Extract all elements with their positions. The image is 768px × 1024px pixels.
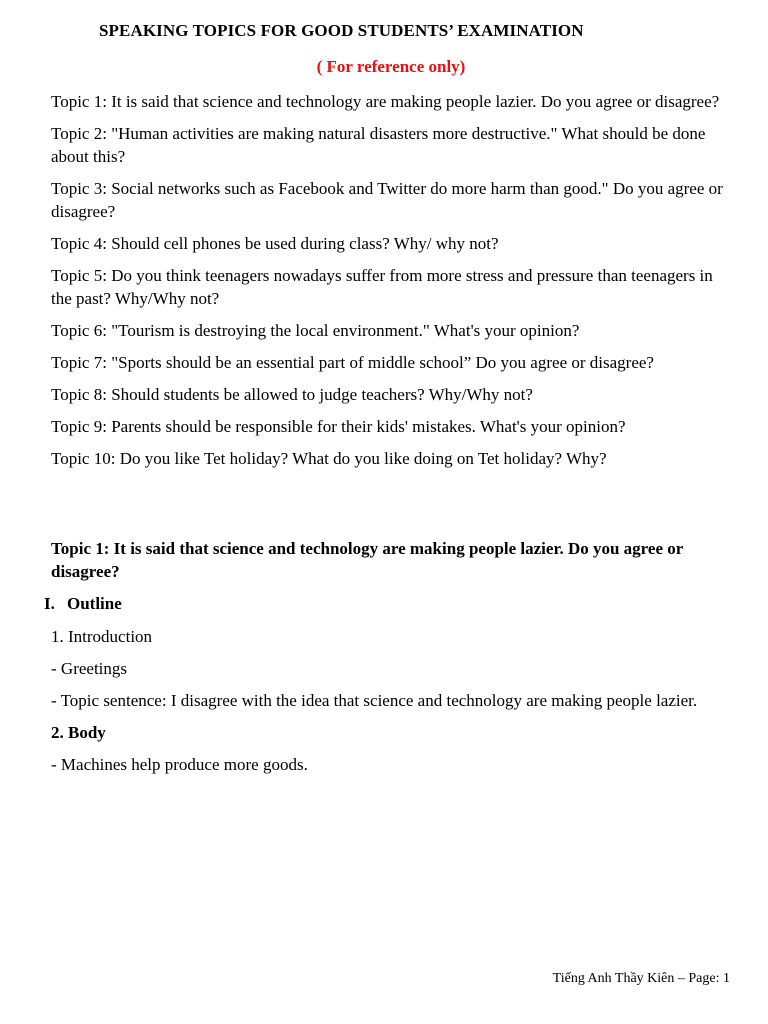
topic-item: Topic 8: Should students be allowed to judge teachers? Why/Why not? [51, 385, 533, 404]
greetings-line: - Greetings [51, 659, 128, 678]
topic-item: Topic 3: Social networks such as Facebook and Twitter do more harm than good." Do you agree or disagree? [51, 179, 723, 221]
page-footer: Tiếng Anh Thầy Kiên – Page: 1 [552, 971, 730, 986]
reference-note: ( For reference only) [316, 57, 466, 76]
topic-item: Topic 2: "Human activities are making natural disasters more destructive." What should be done about this? [51, 124, 706, 166]
topic-list [51, 90, 731, 479]
topic-item: Topic 9: Parents should be responsible for their kids' mistakes. What's your opinion? [51, 417, 626, 436]
page-title: SPEAKING TOPICS FOR GOOD STUDENTS’ EXAMINATION [99, 21, 584, 40]
topic-item: Topic 7: "Sports should be an essential part of middle school” Do you agree or disagree? [51, 353, 654, 372]
introduction-heading: 1. Introduction [51, 627, 153, 646]
topic-item: Topic 5: Do you think teenagers nowadays suffer from more stress and pressure than teenagers in the past? Why/Why not? [51, 266, 713, 308]
topic-detail-section [44, 537, 731, 785]
outline-number: I. [44, 594, 55, 613]
topic-sentence-line: - Topic sentence: I disagree with the idea that science and technology are making people lazier. [51, 691, 698, 710]
body-point: - Machines help produce more goods. [51, 755, 308, 774]
topic-detail-heading: Topic 1: It is said that science and technology are making people lazier. Do you agree or disagree? [51, 539, 683, 581]
topic-item: Topic 6: "Tourism is destroying the local environment." What's your opinion? [51, 321, 580, 340]
body-heading: 2. Body [51, 723, 106, 742]
topic-item: Topic 4: Should cell phones be used during class? Why/ why not? [51, 234, 499, 253]
outline-label: Outline [67, 594, 122, 613]
outline-heading [44, 592, 731, 615]
topic-item: Topic 10: Do you like Tet holiday? What do you like doing on Tet holiday? Why? [51, 449, 607, 468]
topic-item: Topic 1: It is said that science and technology are making people lazier. Do you agree or disagree? [51, 92, 720, 111]
